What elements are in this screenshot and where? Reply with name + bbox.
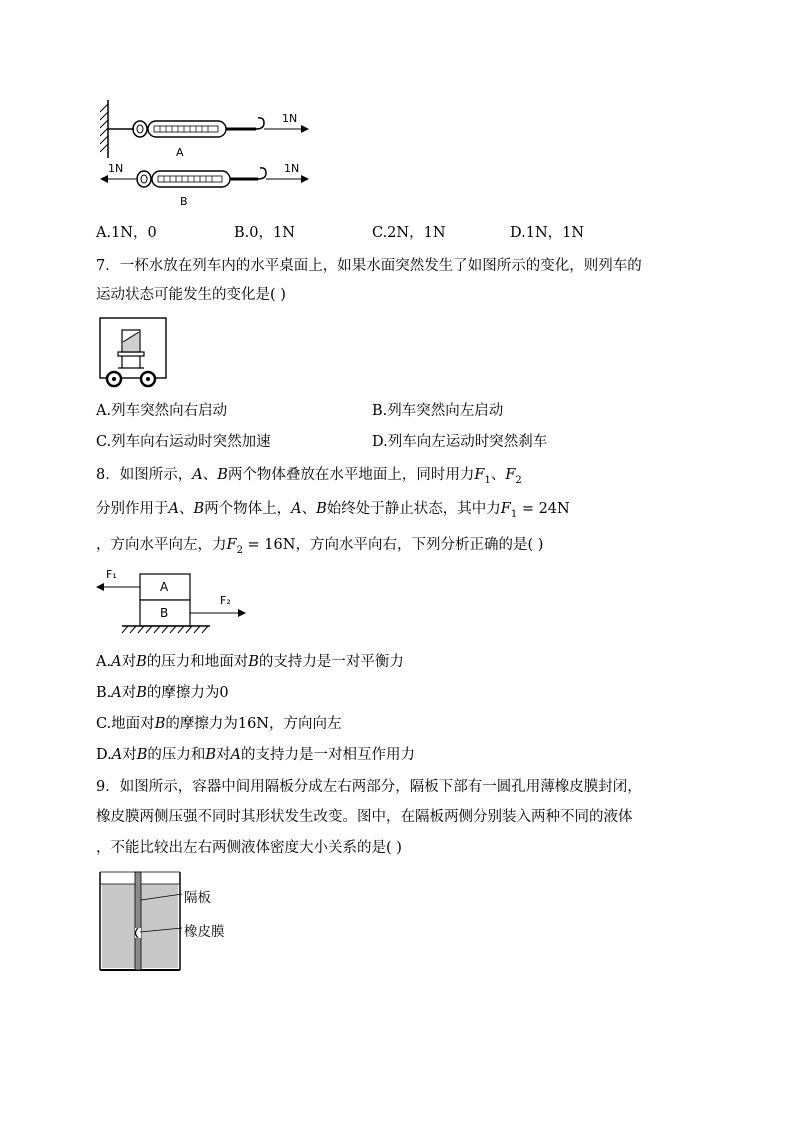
membrane-label: 橡皮膜 <box>184 924 225 940</box>
f1-label: F₁ <box>106 568 117 581</box>
container-partition-diagram <box>98 870 248 972</box>
stacked-blocks-diagram <box>96 568 256 638</box>
q7-option-d[interactable]: D.列车向左运动时突然刹车 <box>372 434 548 450</box>
scale-b-label: B <box>180 195 188 208</box>
force-label-b-right: 1N <box>284 162 300 175</box>
f2-label: F₂ <box>220 594 231 607</box>
q8-option-c[interactable]: C.地面对B的摩擦力为16N，方向向左 <box>96 716 342 732</box>
q8-option-d[interactable]: D.A对B的压力和B对A的支持力是一对相互作用力 <box>96 747 415 763</box>
q9-stem-line2: 橡皮膜两侧压强不同时其形状发生改变。图中，在隔板两侧分别装入两种不同的液体 <box>96 809 633 825</box>
q6-option-a[interactable]: A.1N，0 <box>96 225 157 241</box>
q6-option-d[interactable]: D.1N，1N <box>510 225 585 241</box>
q9-stem-line1: 9．如图所示，容器中间用隔板分成左右两部分，隔板下部有一圆孔用薄橡皮膜封闭， <box>96 779 642 795</box>
q8-option-b[interactable]: B.A对B的摩擦力为0 <box>96 685 229 701</box>
scale-a-label: A <box>176 146 184 159</box>
block-b-label: B <box>160 606 169 620</box>
partition-label: 隔板 <box>184 890 211 906</box>
force-label-b-left: 1N <box>108 162 124 175</box>
q8-stem-line1: 8．如图所示，A、B两个物体叠放在水平地面上，同时用力$F_1$、$F_2$ <box>96 467 522 486</box>
train-cup-figure <box>98 316 170 388</box>
q9-stem-line3: ，不能比较出左右两侧液体密度大小关系的是( ) <box>96 840 402 856</box>
q7-option-b[interactable]: B.列车突然向左启动 <box>372 403 504 419</box>
q7-option-a[interactable]: A.列车突然向右启动 <box>96 403 228 419</box>
force-label-a-right: 1N <box>282 112 298 125</box>
q8-stem-line2: 分别作用于A、B两个物体上，A、B始终处于静止状态，其中力$F_1 = 24N$ <box>96 501 570 520</box>
q7-stem-line2: 运动状态可能发生的变化是( ) <box>96 287 286 303</box>
q8-option-a[interactable]: A.A对B的压力和地面对B的支持力是一对平衡力 <box>96 654 404 670</box>
block-a-label: A <box>160 580 169 594</box>
stacked-blocks-figure <box>96 568 256 638</box>
q6-option-b[interactable]: B.0，1N <box>234 225 295 241</box>
train-cup-diagram <box>98 316 170 388</box>
q7-stem-line1: 7．一杯水放在列车内的水平桌面上，如果水面突然发生了如图所示的变化，则列车的 <box>96 258 642 274</box>
q6-option-c[interactable]: C.2N，1N <box>372 225 446 241</box>
q8-stem-line3: ，方向水平向左，力$F_2 = 16N$，方向水平向右，下列分析正确的是( ) <box>96 537 544 556</box>
q7-option-c[interactable]: C.列车向右运动时突然加速 <box>96 434 271 450</box>
container-partition-figure <box>98 870 248 972</box>
spring-scale-figure <box>96 98 316 210</box>
